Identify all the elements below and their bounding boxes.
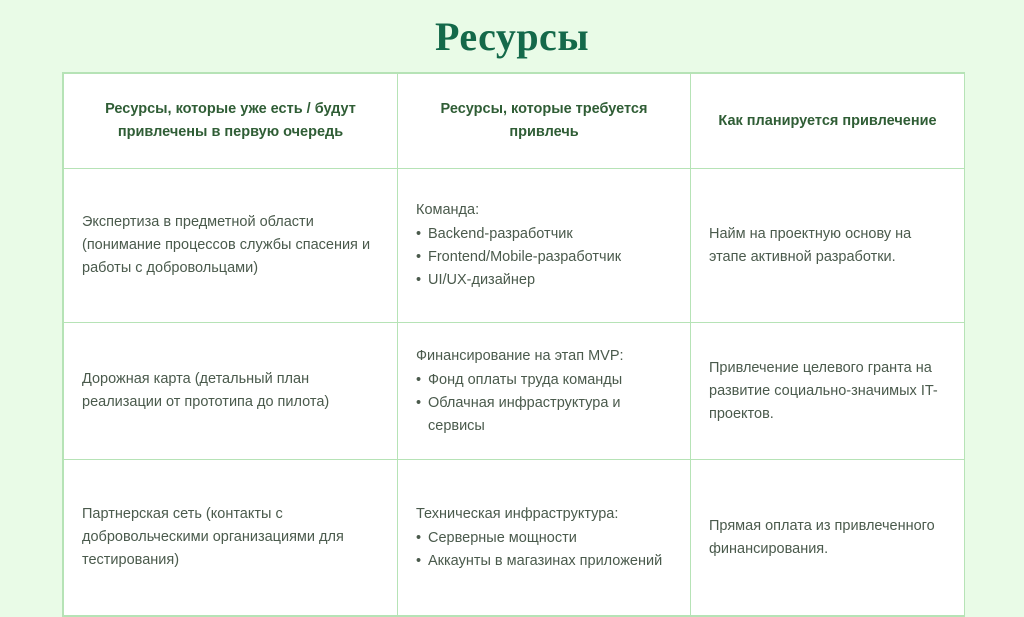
resources-table-container [62,72,965,617]
table-header [64,74,965,169]
plan-text-2: Привлечение целевого гранта на развитие социально-значимых IT-проектов. [709,359,938,422]
needed-bullet-list-1 [416,223,672,292]
list-item: • Backend-разработчик [416,223,672,246]
list-item: • Серверные мощности [416,527,672,550]
table-row [64,323,965,460]
cell-plan-1 [691,169,965,323]
column-header-needed: Ресурсы, которые требуется привлечь [398,74,691,169]
cell-available-3 [64,460,398,616]
cell-needed-3 [398,460,691,616]
cell-available-1 [64,169,398,323]
list-item: • Фонд оплаты труда команды [416,369,672,392]
column-header-plan: Как планируется привлечение [691,74,965,169]
available-text-1: Экспертиза в предметной области (понимание процессов службы спасения и работы с добровольцами) [82,214,371,276]
table-body [64,169,965,616]
needed-bullet-list-2 [416,369,672,438]
page-title: Ресурсы [434,14,590,59]
plan-text-1: Найм на проектную основу на этапе активной разработки. [709,225,912,265]
column-header-available: Ресурсы, которые уже есть / будут привлечены в первую очередь [64,74,398,169]
cell-plan-2 [691,323,965,460]
table-row [64,460,965,616]
needed-intro-1: Команда: [416,202,480,218]
list-item: • UI/UX-дизайнер [416,269,672,292]
cell-plan-3 [691,460,965,616]
table-header-row [64,74,965,169]
cell-needed-2 [398,323,691,460]
resources-table [63,73,965,616]
needed-intro-2: Финансирование на этап MVP: [416,347,624,364]
needed-bullet-list-3 [416,527,672,573]
available-text-2: Дорожная карта (детальный план реализации от прототипа до пилота) [82,371,330,410]
plan-text-3: Прямая оплата из привлеченного финансирования. [709,517,935,557]
cell-available-2 [64,323,398,460]
table-row [64,169,965,323]
list-item: • Облачная инфраструктура и сервисы [416,392,672,438]
list-item: • Аккаунты в магазинах приложений [416,550,672,573]
available-text-3: Партнерская сеть (контакты с добровольческими организациями для тестирования) [82,506,344,568]
needed-intro-3: Техническая инфраструктура: [416,505,619,522]
cell-needed-1 [398,169,691,323]
list-item: • Frontend/Mobile-разработчик [416,246,672,269]
